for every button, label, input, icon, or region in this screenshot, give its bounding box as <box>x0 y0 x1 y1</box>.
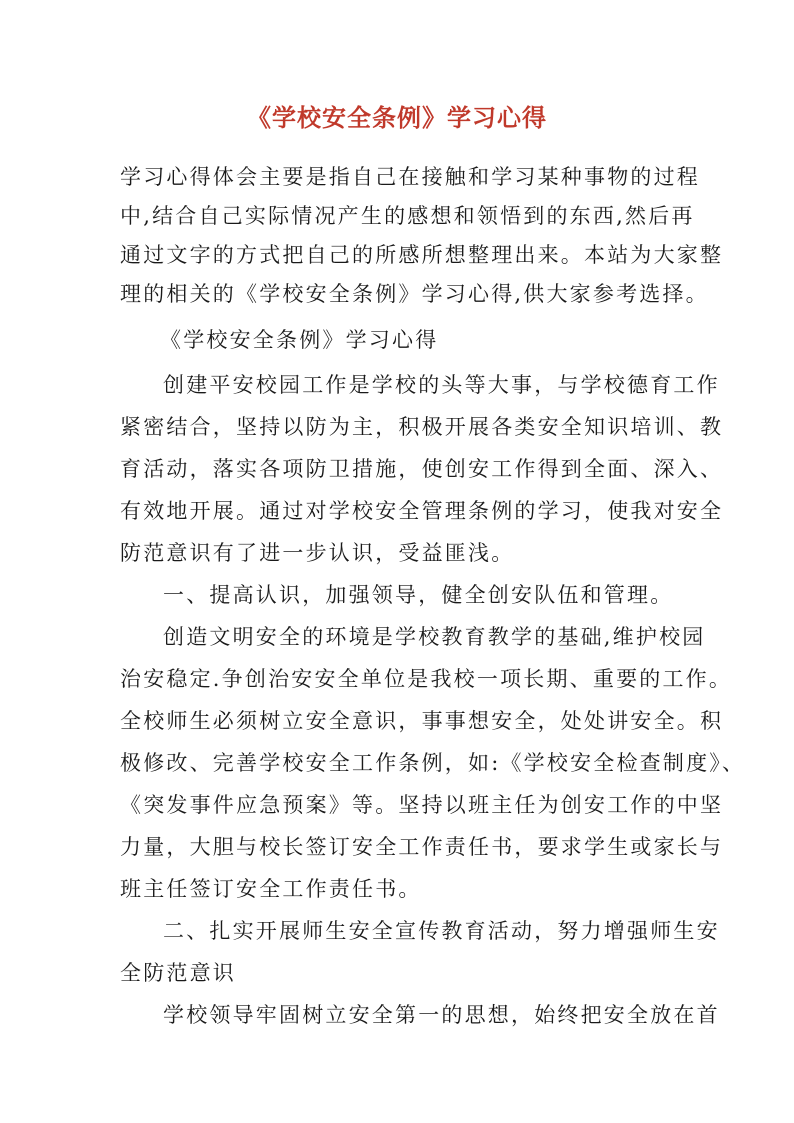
document-title: 《学校安全条例》学习心得 <box>247 103 547 132</box>
body-line: 学校领导牢固树立安全第一的思想，始终把安全放在首 <box>163 1003 720 1027</box>
section-heading: 一、提高认识，加强领导，健全创安队伍和管理。 <box>163 583 674 607</box>
body-line: 极修改、完善学校安全工作条例，如:《学校安全检查制度》、 <box>120 751 746 775</box>
body-line: 理的相关的《学校安全条例》学习心得,供大家参考选择。 <box>120 282 709 306</box>
body-line: 创造文明安全的环境是学校教育教学的基础,维护校园 <box>163 625 706 649</box>
body-line: 中,结合自己实际情况产生的感想和领悟到的东西,然后再 <box>120 204 695 228</box>
body-line: 有效地开展。通过对学校安全管理条例的学习，使我对安全 <box>120 499 724 523</box>
body-line: 治安稳定.争创治安安全单位是我校一项长期、重要的工作。 <box>120 667 733 691</box>
body-line: 全校师生必须树立安全意识，事事想安全，处处讲安全。积 <box>120 709 724 733</box>
body-line: 力量，大胆与校长签订安全工作责任书，要求学生或家长与 <box>120 835 724 859</box>
section-heading: 二、扎实开展师生安全宣传教育活动，努力增强师生安 <box>163 919 720 943</box>
body-line: 学习心得体会主要是指自己在接触和学习某种事物的过程 <box>120 165 700 189</box>
body-line: 班主任签订安全工作责任书。 <box>120 877 422 901</box>
body-line: 《突发事件应急预案》等。坚持以班主任为创安工作的中坚 <box>120 793 724 817</box>
body-line: 防范意识有了进一步认识，受益匪浅。 <box>120 541 515 565</box>
body-line: 创建平安校园工作是学校的头等大事，与学校德育工作 <box>163 373 720 397</box>
body-line: 育活动，落实各项防卫措施，使创安工作得到全面、深入、 <box>120 457 724 481</box>
body-line: 紧密结合，坚持以防为主，积极开展各类安全知识培训、教 <box>120 415 724 439</box>
section-heading: 全防范意识 <box>120 961 236 985</box>
section-heading: 《学校安全条例》学习心得 <box>160 328 439 352</box>
body-line: 通过文字的方式把自己的所感所想整理出来。本站为大家整 <box>120 243 724 267</box>
